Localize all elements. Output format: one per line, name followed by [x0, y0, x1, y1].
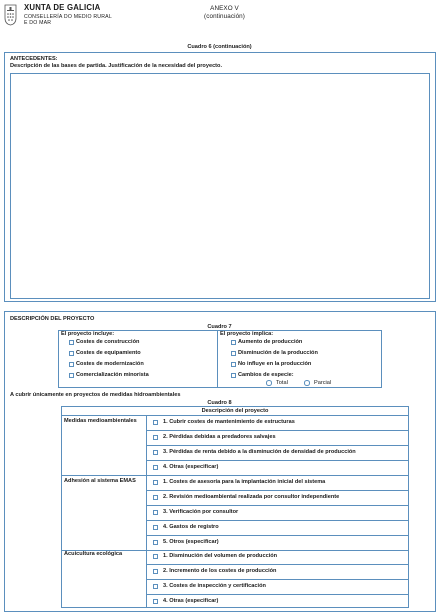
- row-line: [146, 505, 409, 506]
- checkbox-g1-item1[interactable]: [153, 420, 158, 425]
- checkbox-g1-item4[interactable]: [153, 465, 158, 470]
- antecedentes-description: Descripción de las bases de partida. Justificación de la necesidad del proyecto.: [10, 63, 223, 69]
- row-line: [146, 594, 409, 595]
- label-cambios-especie: Cambios de especie:: [238, 372, 294, 378]
- checkbox-no-influye[interactable]: [231, 362, 236, 367]
- cuadro8-title: Cuadro 8: [207, 400, 232, 406]
- checkbox-costes-equipamiento[interactable]: [69, 351, 74, 356]
- g3-item1-label: 1. Disminución del volumen de producción: [163, 553, 278, 559]
- checkbox-g2-item3[interactable]: [153, 510, 158, 515]
- cuadro7-title: Cuadro 7: [207, 324, 232, 330]
- row-line: [146, 564, 409, 565]
- g1-item3-label: 3. Pérdidas de renta debido a la disminución de densidad de producción: [163, 449, 356, 455]
- cuadro7-right-heading: El proyecto implica:: [220, 331, 274, 337]
- label-costes-construccion: Costes de construcción: [76, 339, 140, 345]
- g1-item2-label: 2. Pérdidas debidas a predadores salvajes: [163, 434, 276, 440]
- cuadro7-divider: [217, 330, 218, 388]
- cuadro6-title: Cuadro 6 (continuación): [187, 44, 252, 50]
- row-line: [146, 579, 409, 580]
- group-label-emas: Adhesión al sistema EMAS: [64, 478, 136, 484]
- g3-item4-label: 4. Otras (especificar): [163, 598, 219, 604]
- radio-parcial[interactable]: [304, 380, 310, 386]
- row-line: [146, 490, 409, 491]
- checkbox-g2-item4[interactable]: [153, 525, 158, 530]
- row-line: [146, 520, 409, 521]
- checkbox-g2-item1[interactable]: [153, 480, 158, 485]
- checkbox-g3-item2[interactable]: [153, 569, 158, 574]
- checkbox-g1-item2[interactable]: [153, 435, 158, 440]
- group-label-acuicultura-ecologica: Acuicultura ecológica: [64, 551, 123, 557]
- label-no-influye: No influye en la producción: [238, 361, 312, 367]
- g3-item2-label: 2. Incremento de los costes de producción: [163, 568, 277, 574]
- checkbox-g3-item4[interactable]: [153, 599, 158, 604]
- checkbox-g2-item5[interactable]: [153, 540, 158, 545]
- label-comercializacion-minorista: Comercialización minorista: [76, 372, 149, 378]
- g2-item1-label: 1. Costes de asesoría para la implantación inicial del sistema: [163, 479, 326, 485]
- cuadro8-header: Descripción del proyecto: [201, 407, 269, 414]
- antecedentes-text: [11, 74, 429, 78]
- checkbox-g3-item1[interactable]: [153, 554, 158, 559]
- g1-item4-label: 4. Otras (especificar): [163, 464, 219, 470]
- checkbox-cambios-especie[interactable]: [231, 373, 236, 378]
- org-line1: CONSELLERÍA DO MEDIO RURAL: [24, 14, 112, 20]
- annex-subtitle: (continuación): [204, 13, 245, 20]
- label-aumento-produccion: Aumento de producción: [238, 339, 303, 345]
- label-costes-modernizacion: Costes de modernización: [76, 361, 144, 367]
- org-line2: E DO MAR: [24, 20, 52, 26]
- checkbox-costes-construccion[interactable]: [69, 340, 74, 345]
- g2-item2-label: 2. Revisión medioambiental realizada por consultor independiente: [163, 494, 340, 500]
- label-total: Total: [276, 379, 288, 386]
- checkbox-comercializacion-minorista[interactable]: [69, 373, 74, 378]
- group-divider: [61, 475, 409, 476]
- label-costes-equipamiento: Costes de equipamiento: [76, 350, 141, 356]
- checkbox-aumento-produccion[interactable]: [231, 340, 236, 345]
- org-title: XUNTA DE GALICIA: [24, 3, 101, 12]
- checkbox-costes-modernizacion[interactable]: [69, 362, 74, 367]
- checkbox-g3-item3[interactable]: [153, 584, 158, 589]
- annex-title: ANEXO V: [210, 5, 239, 12]
- label-disminucion-produccion: Disminución de la producción: [238, 350, 318, 356]
- hydro-note: A cubrir únicamente en proyectos de medidas hidroambientales: [10, 392, 181, 398]
- row-line: [146, 460, 409, 461]
- radio-total[interactable]: [266, 380, 272, 386]
- label-parcial: Parcial: [314, 379, 332, 386]
- checkbox-g1-item3[interactable]: [153, 450, 158, 455]
- g3-item3-label: 3. Costes de inspección y certificación: [163, 583, 266, 589]
- row-line: [146, 535, 409, 536]
- row-line: [146, 430, 409, 431]
- descripcion-label: DESCRIPCIÓN DEL PROYECTO: [10, 316, 95, 322]
- checkbox-disminucion-produccion[interactable]: [231, 351, 236, 356]
- antecedentes-label: ANTECEDENTES:: [10, 56, 58, 62]
- g1-item1-label: 1. Cubrir costes de mantenimiento de estructuras: [163, 419, 295, 425]
- row-line: [146, 445, 409, 446]
- g2-item5-label: 5. Otros (especificar): [163, 539, 219, 545]
- antecedentes-textarea[interactable]: [10, 73, 430, 299]
- cuadro8-header-line: [61, 415, 409, 416]
- group-label-medidas-medioambientales: Medidas medioambientales: [64, 418, 137, 424]
- g2-item3-label: 3. Verificación por consultor: [163, 509, 239, 515]
- g2-item4-label: 4. Gastos de registro: [163, 524, 219, 530]
- cuadro7-left-heading: El proyecto incluye:: [61, 331, 115, 337]
- checkbox-g2-item2[interactable]: [153, 495, 158, 500]
